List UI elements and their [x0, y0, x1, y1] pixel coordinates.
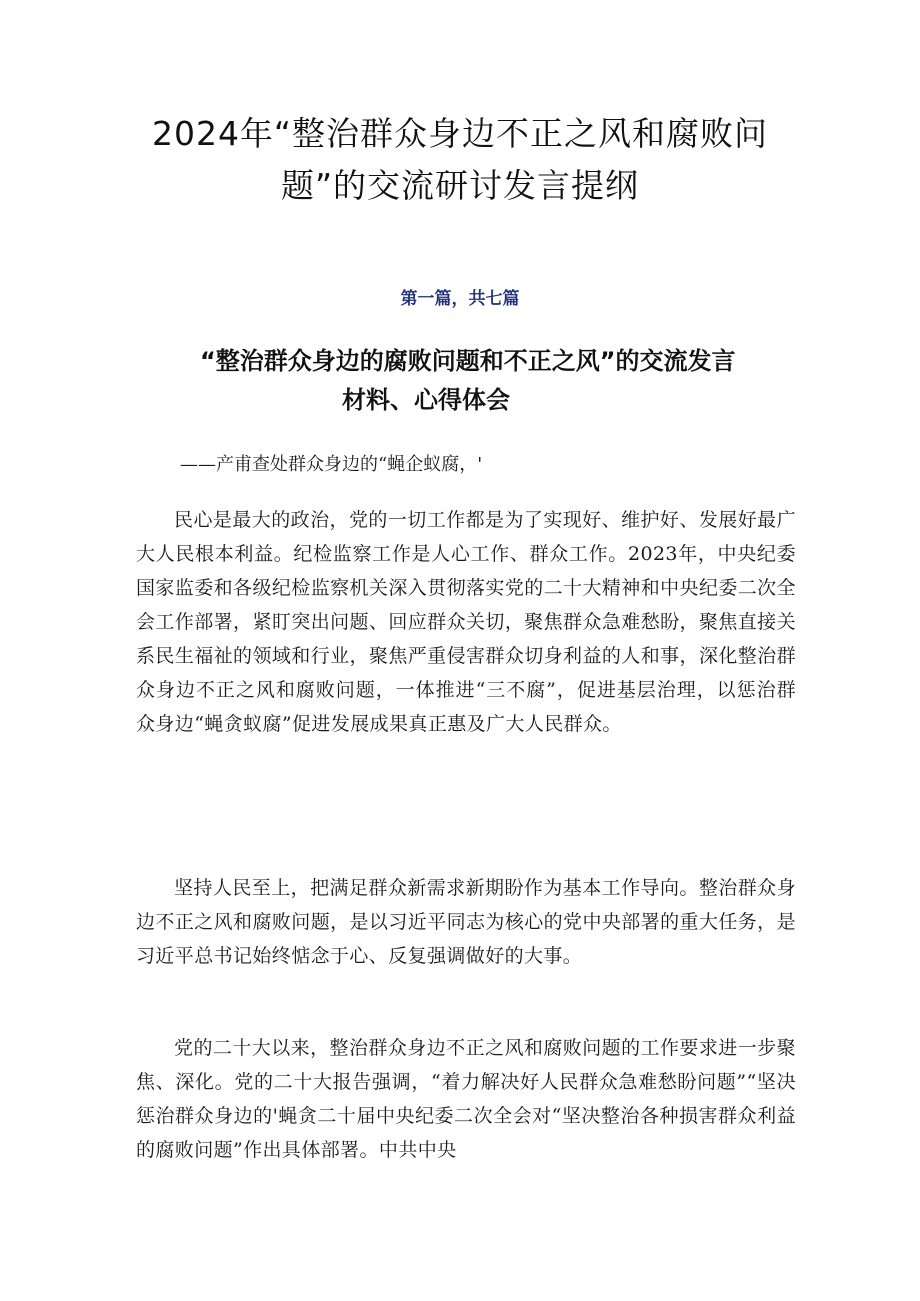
article-subtitle-line-2: 材料、心得体会	[342, 386, 510, 414]
body-paragraph-3: 党的二十大以来，整治群众身边不正之风和腐败问题的工作要求进一步聚焦、深化。党的二十大报告强调，“着力解决好人民群众急难愁盼问题”“坚决惩治群众身边的'蝇贪二十届中央纪委二次全会对“坚决整治各种损害群众利益的腐败问题”作出具体部署。中共中央	[136, 1037, 796, 1161]
byline: ——产甫查处群众身边的“蝇企蚁腐，'	[180, 454, 483, 475]
part-label: 第一篇，共七篇	[400, 289, 520, 309]
article-subtitle-line-1: “整治群众身边的腐败问题和不正之风”的交流发言	[200, 347, 736, 375]
body-paragraph-2: 坚持人民至上，把满足群众新需求新期盼作为基本工作导向。整治群众身边不正之风和腐败问题，是以习近平同志为核心的党中央部署的重大任务，是习近平总书记始终惦念于心、反复强调做好的大事。	[136, 877, 796, 967]
body-paragraph-1: 民心是最大的政治，党的一切工作都是为了实现好、维护好、发展好最广大人民根本利益。纪检监察工作是人心工作、群众工作。2023年，中央纪委国家监委和各级纪检监察机关深入贯彻落实党的二十大精神和中央纪委二次全会工作部署，紧盯突出问题、回应群众关切，聚焦群众急难愁盼，聚焦直接关系民生福祉的领域和行业，聚焦严重侵害群众切身利益的人和事，深化整治群众身边不正之风和腐败问题，一体推进“三不腐”，促进基层治理，以惩治群众身边“蝇贪蚁腐”促进发展成果真正惠及广大人民群众。	[136, 509, 796, 735]
article-subtitle	[170, 342, 830, 420]
document-title: 2024年“整治群众身边不正之风和腐败问题”的交流研讨发言提纲	[151, 114, 769, 205]
